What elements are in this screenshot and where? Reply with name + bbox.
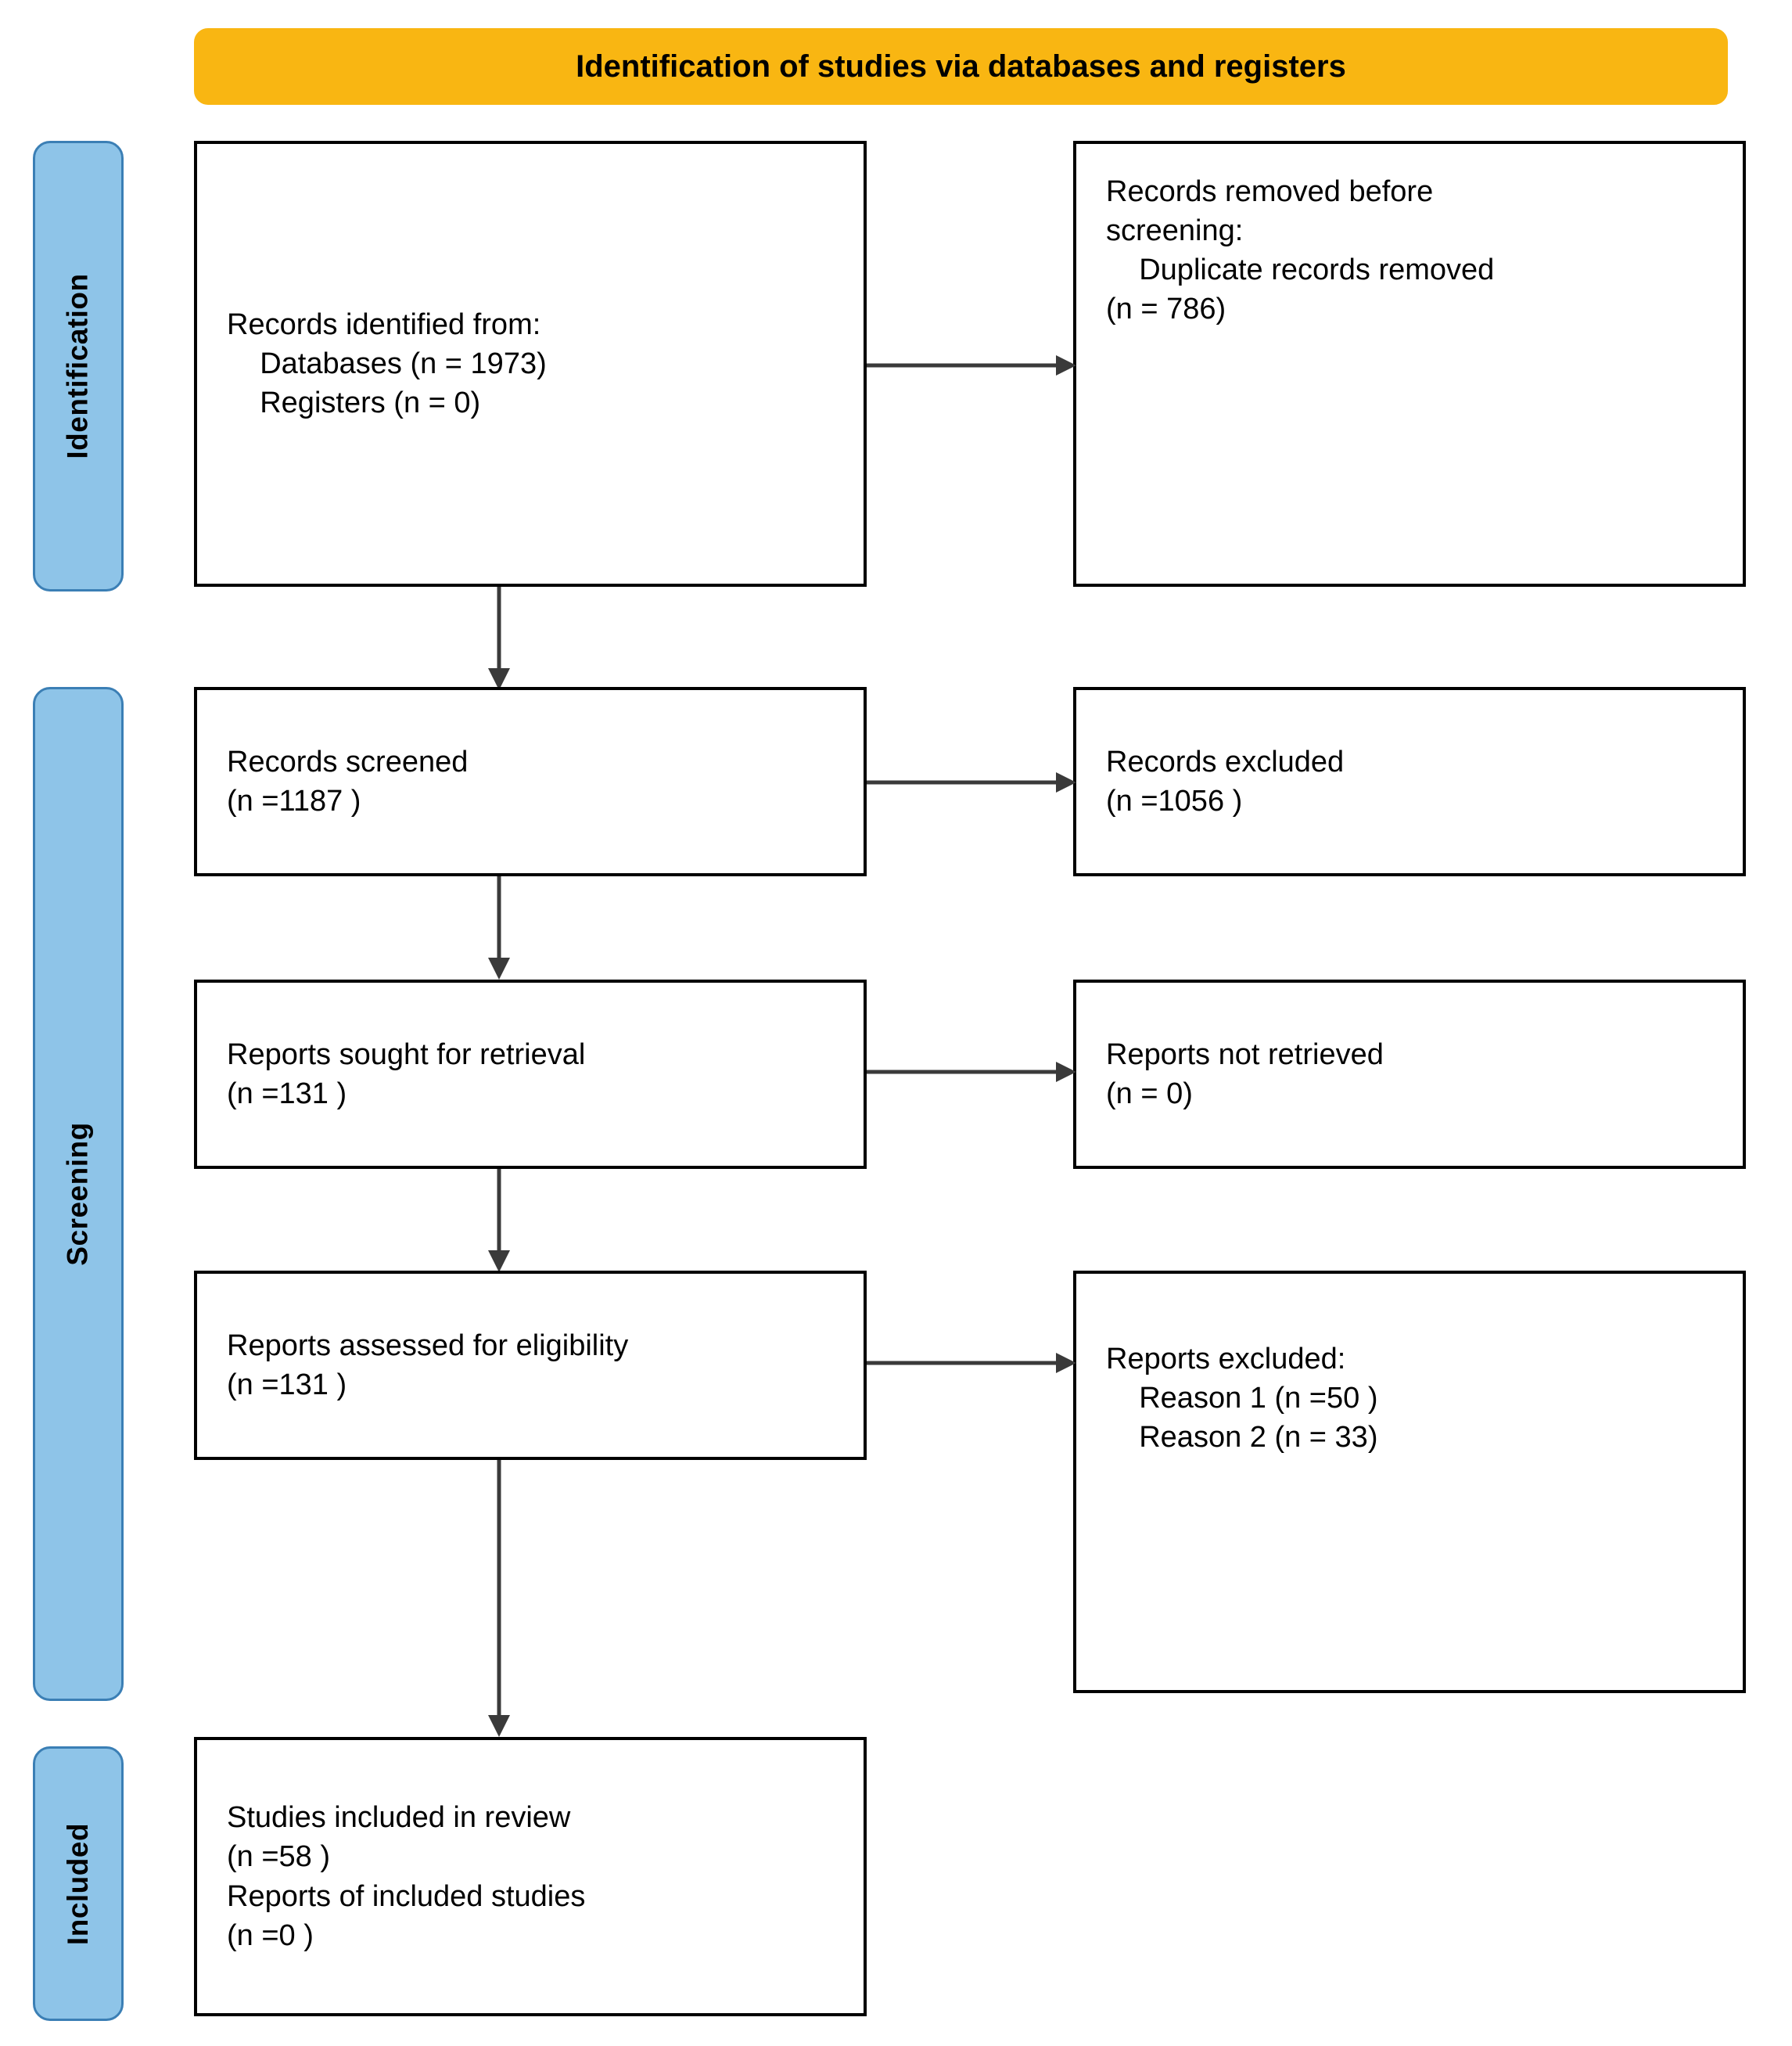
box-records-identified-line-3: Registers (n = 0) xyxy=(227,387,481,420)
box-studies-included-line-2: (n =58 ) xyxy=(227,1840,331,1874)
box-reports-sought-line-1: Reports sought for retrieval xyxy=(227,1037,586,1071)
box-records-identified-line-1: Records identified from: xyxy=(227,307,541,341)
box-records-screened xyxy=(194,687,867,876)
stage-label-included xyxy=(33,1746,124,2021)
box-records-identified xyxy=(194,141,867,587)
box-reports-assessed xyxy=(194,1271,867,1460)
diagram-title-banner xyxy=(194,28,1728,105)
box-records-removed-line-2: screening: xyxy=(1106,214,1244,248)
arrow-identified-to-screened xyxy=(485,587,513,690)
box-records-screened-line-2: (n =1187 ) xyxy=(227,785,361,818)
box-records-removed-line-1: Records removed before xyxy=(1106,175,1434,208)
box-records-excluded-line-2: (n =1056 ) xyxy=(1106,785,1243,818)
box-reports-not-retrieved xyxy=(1073,980,1746,1169)
box-records-screened-line-1: Records screened xyxy=(227,745,469,778)
stage-label-identification xyxy=(33,141,124,592)
arrow-sought-to-assessed xyxy=(485,1169,513,1272)
stage-label-screening xyxy=(33,687,124,1701)
stage-label-included-text: Included xyxy=(62,1822,94,1945)
box-reports-assessed-line-2: (n =131 ) xyxy=(227,1368,347,1401)
box-reports-excluded-line-2: Reason 1 (n =50 ) xyxy=(1106,1382,1378,1415)
arrow-screened-to-excluded xyxy=(867,771,1076,794)
box-records-removed xyxy=(1073,141,1746,587)
box-records-excluded-line-1: Records excluded xyxy=(1106,745,1345,778)
box-records-removed-line-4: (n = 786) xyxy=(1106,293,1226,326)
box-studies-included-line-4: (n =0 ) xyxy=(227,1918,314,1952)
box-reports-assessed-line-1: Reports assessed for eligibility xyxy=(227,1329,629,1362)
box-reports-sought-line-2: (n =131 ) xyxy=(227,1077,347,1110)
stage-label-screening-text: Screening xyxy=(62,1122,94,1266)
box-records-removed-line-3: Duplicate records removed xyxy=(1106,254,1495,287)
diagram-title: Identification of studies via databases and registers xyxy=(576,49,1346,84)
box-studies-included-line-3: Reports of included studies xyxy=(227,1879,586,1913)
arrow-screened-to-sought xyxy=(485,876,513,980)
arrow-identified-to-removed xyxy=(867,354,1076,377)
box-studies-included-line-1: Studies included in review xyxy=(227,1801,571,1835)
box-reports-sought xyxy=(194,980,867,1169)
arrow-assessed-to-excluded xyxy=(867,1351,1076,1375)
box-reports-not-retrieved-line-1: Reports not retrieved xyxy=(1106,1037,1384,1071)
box-reports-not-retrieved-line-2: (n = 0) xyxy=(1106,1077,1193,1110)
box-reports-excluded-line-1: Reports excluded: xyxy=(1106,1343,1346,1375)
stage-label-identification-text: Identification xyxy=(62,273,95,459)
box-studies-included xyxy=(194,1737,867,2016)
arrow-assessed-to-included xyxy=(485,1460,513,1737)
box-records-identified-line-2: Databases (n = 1973) xyxy=(227,347,547,380)
arrow-sought-to-not-retrieved xyxy=(867,1060,1076,1084)
box-records-excluded xyxy=(1073,687,1746,876)
box-reports-excluded-line-3: Reason 2 (n = 33) xyxy=(1106,1421,1378,1454)
box-reports-excluded xyxy=(1073,1271,1746,1693)
